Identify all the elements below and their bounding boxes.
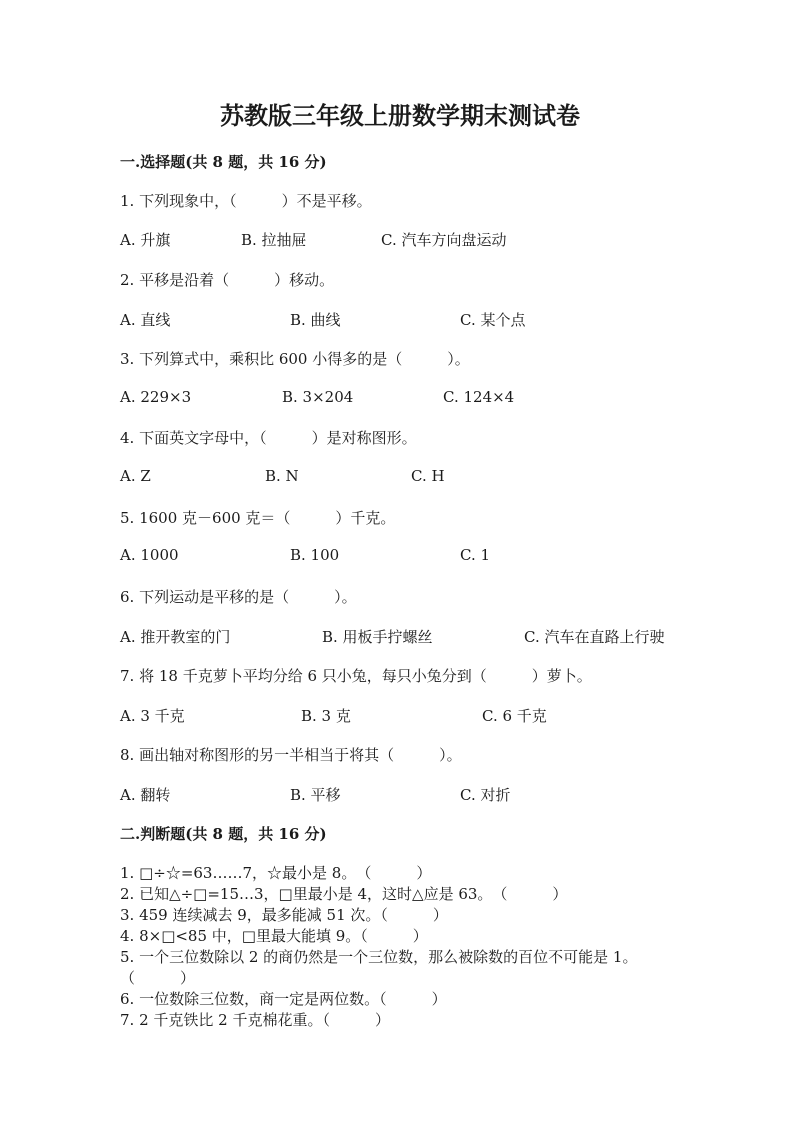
q1-option-c: C. 汽车方向盘运动 xyxy=(381,231,507,249)
section-heading-choice: 一.选择题(共 8 题，共 16 分) xyxy=(120,153,327,171)
q3-option-a: A. 229×3 xyxy=(120,388,192,406)
q2-option-c: C. 某个点 xyxy=(460,311,526,329)
tf-item-3: 3. 459 连续减去 9，最多能减 51 次。（ ） xyxy=(120,906,448,924)
tf-item-2: 2. 已知△÷□=15…3，□里最小是 4，这时△应是 63。 （ ） xyxy=(120,885,568,903)
tf-item-5: 5. 一个三位数除以 2 的商仍然是一个三位数，那么被除数的百位不可能是 1。 xyxy=(120,948,638,966)
q2-option-a: A. 直线 xyxy=(120,311,171,329)
q7-option-c: C. 6 千克 xyxy=(482,707,547,725)
q8-option-a: A. 翻转 xyxy=(120,786,171,804)
tf-item-5-blank: （ ） xyxy=(120,969,196,987)
q4-option-b: B. N xyxy=(265,467,299,485)
q4-option-c: C. H xyxy=(411,467,445,485)
q2-option-b: B. 曲线 xyxy=(290,311,341,329)
question-1: 1. 下列现象中，（ ）不是平移。 xyxy=(120,192,372,210)
q8-option-b: B. 平移 xyxy=(290,786,341,804)
q6-option-a: A. 推开教室的门 xyxy=(120,628,231,646)
question-4: 4. 下面英文字母中，（ ）是对称图形。 xyxy=(120,429,417,447)
q6-option-b: B. 用板手拧螺丝 xyxy=(322,628,433,646)
q3-option-b: B. 3×204 xyxy=(282,388,354,406)
q7-option-a: A. 3 千克 xyxy=(120,707,185,725)
q3-option-c: C. 124×4 xyxy=(443,388,515,406)
tf-item-4: 4. 8×□<85 中，□里最大能填 9。（ ） xyxy=(120,927,428,945)
q6-option-c: C. 汽车在直路上行驶 xyxy=(524,628,665,646)
tf-item-1: 1. □÷☆=63……7，☆最小是 8。 （ ） xyxy=(120,864,432,882)
tf-item-6: 6. 一位数除三位数，商一定是两位数。（ ） xyxy=(120,990,447,1008)
q5-option-c: C. 1 xyxy=(460,546,491,564)
question-5: 5. 1600 克－600 克＝（ ）千克。 xyxy=(120,509,396,527)
q1-option-a: A. 升旗 xyxy=(120,231,171,249)
page-title: 苏教版三年级上册数学期末测试卷 xyxy=(220,101,580,130)
q7-option-b: B. 3 克 xyxy=(301,707,351,725)
question-3: 3. 下列算式中，乘积比 600 小得多的是（ ）。 xyxy=(120,350,470,368)
q1-option-b: B. 拉抽屉 xyxy=(241,231,307,249)
q8-option-c: C. 对折 xyxy=(460,786,511,804)
section-heading-true-false: 二.判断题(共 8 题，共 16 分) xyxy=(120,825,327,843)
question-2: 2. 平移是沿着（ ）移动。 xyxy=(120,271,335,289)
q5-option-a: A. 1000 xyxy=(120,546,179,564)
question-7: 7. 将 18 千克萝卜平均分给 6 只小兔，每只小兔分到（ ）萝卜。 xyxy=(120,667,592,685)
tf-item-7: 7. 2 千克铁比 2 千克棉花重。（ ） xyxy=(120,1011,390,1029)
q5-option-b: B. 100 xyxy=(290,546,340,564)
question-8: 8. 画出轴对称图形的另一半相当于将其（ ）。 xyxy=(120,746,462,764)
question-6: 6. 下列运动是平移的是（ ）。 xyxy=(120,588,357,606)
q4-option-a: A. Z xyxy=(120,467,151,485)
